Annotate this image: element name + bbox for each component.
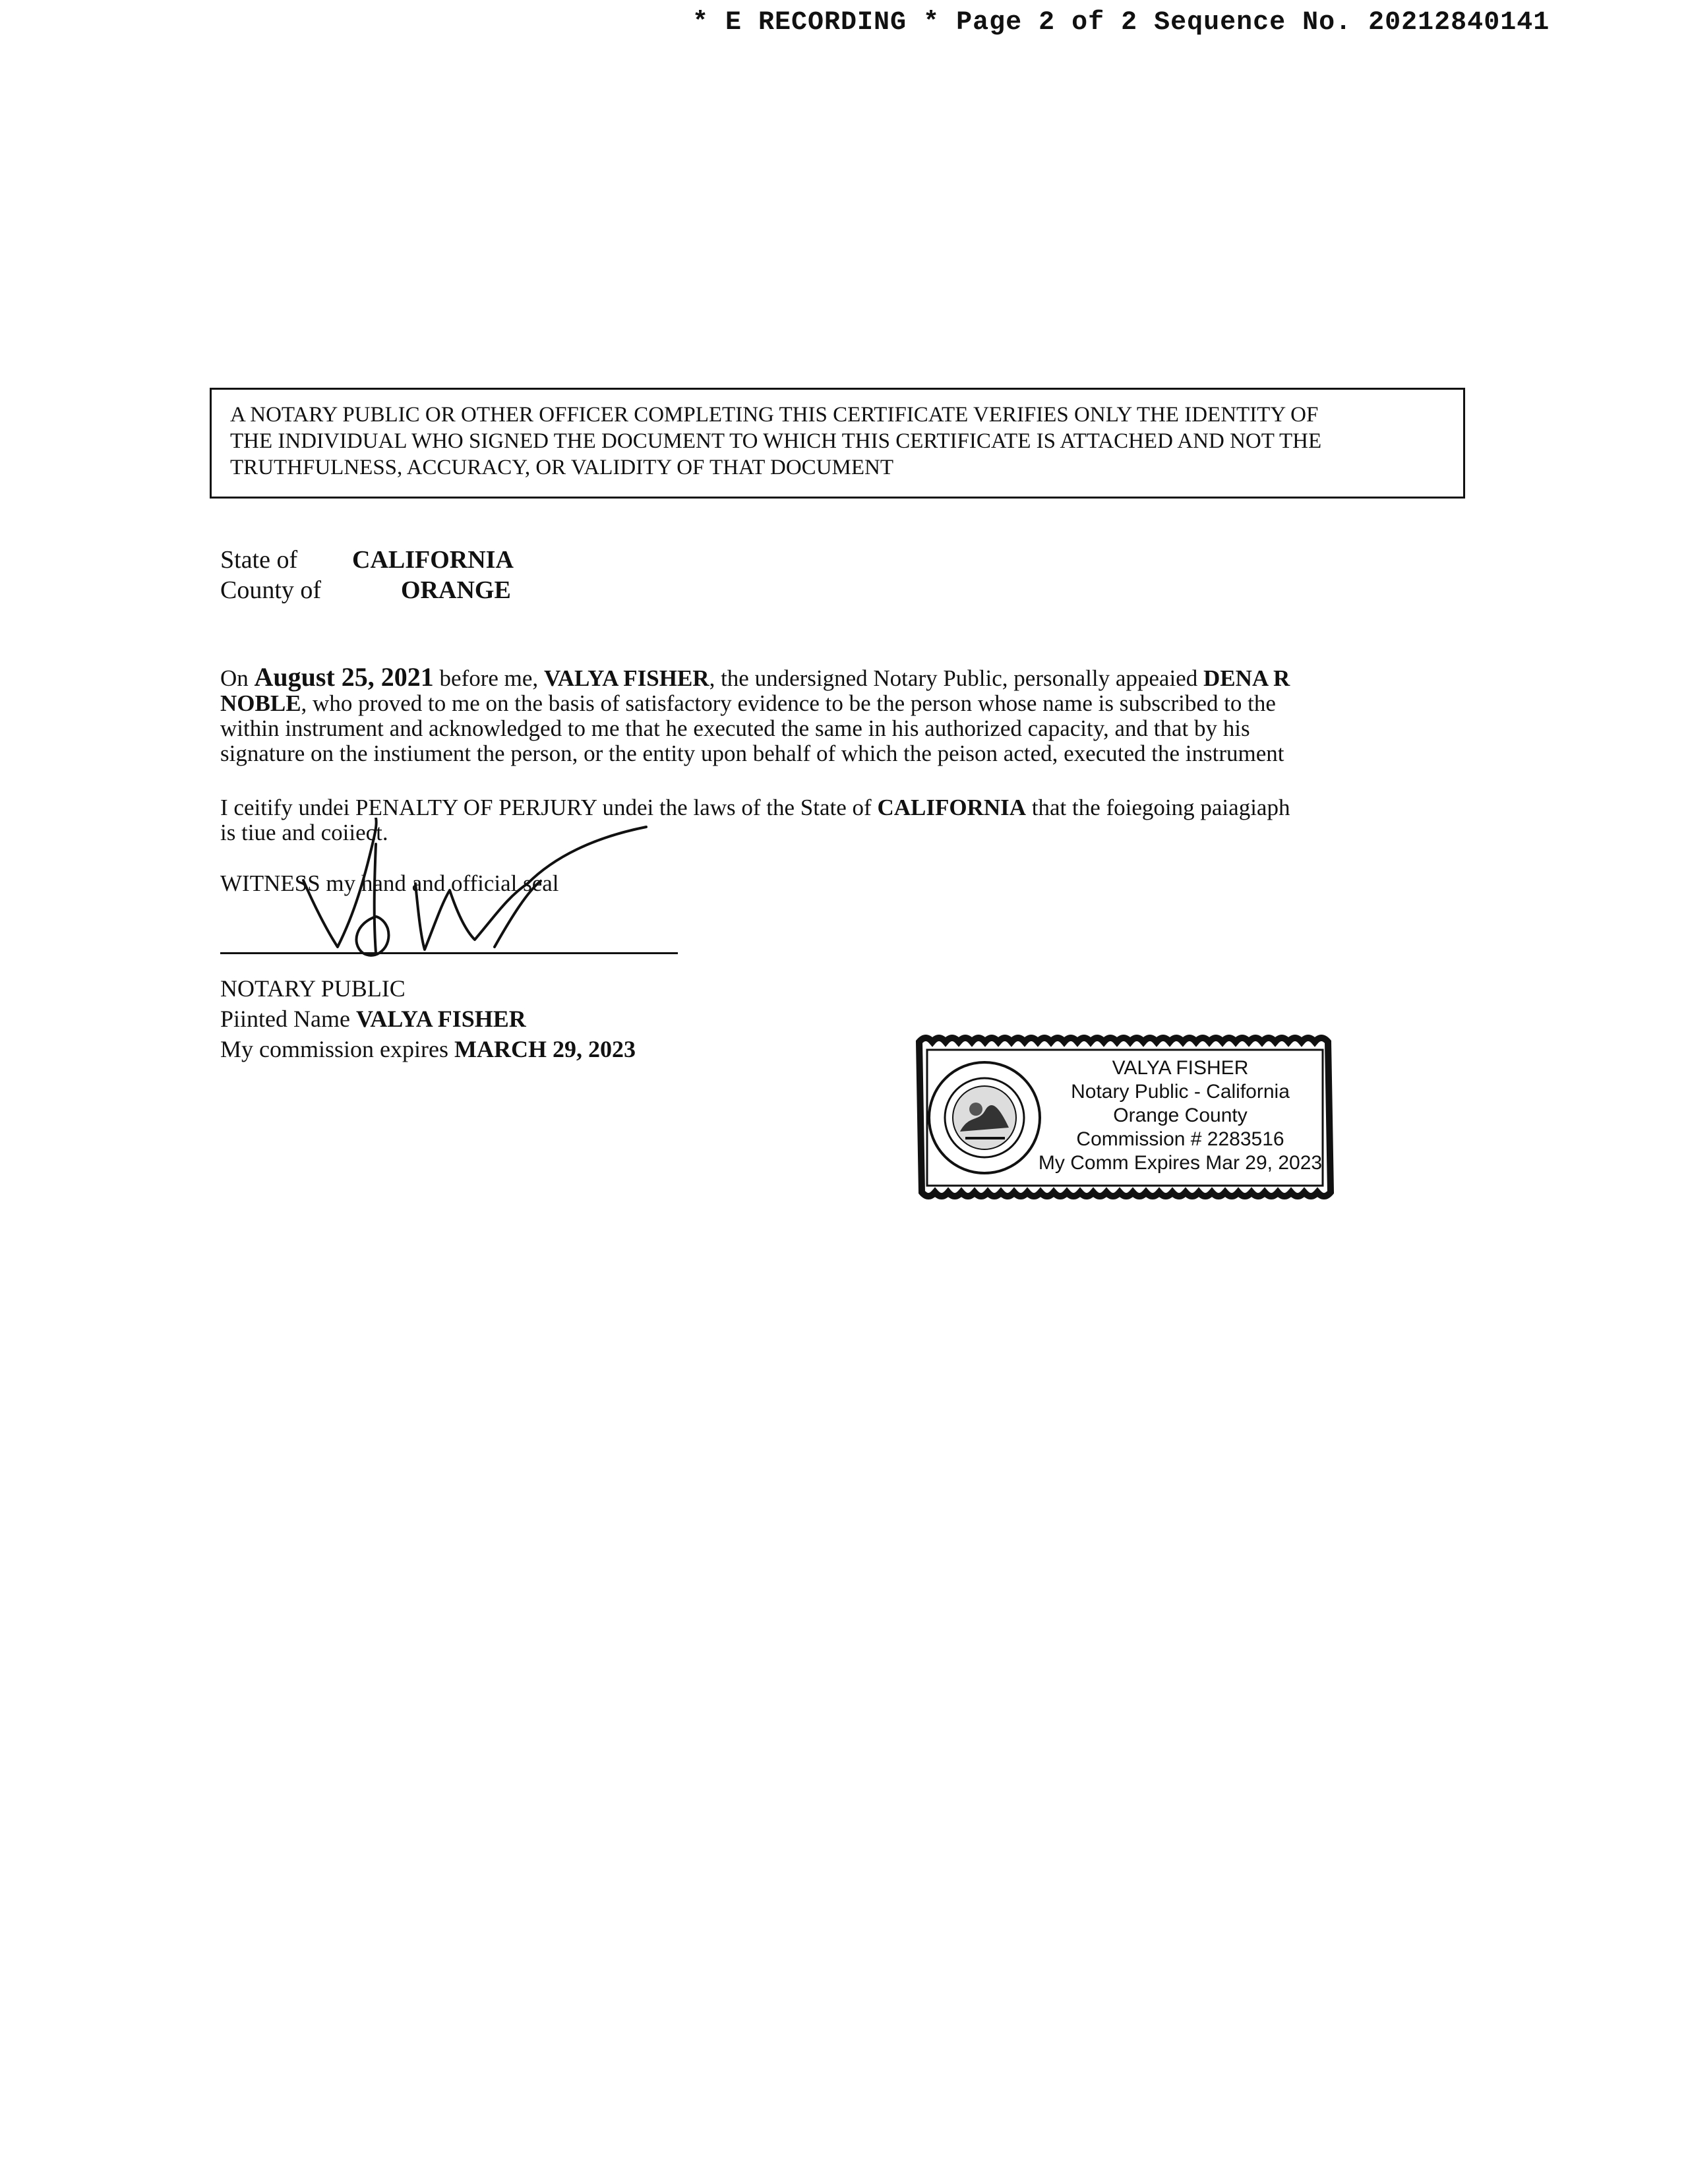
perjury-text: I ceitify undei PENALTY OF PERJURY undei the laws of the State of <box>220 795 878 820</box>
signer-name-last: NOBLE <box>220 690 301 716</box>
commission-expires-value: MARCH 29, 2023 <box>454 1036 636 1062</box>
printed-name-label: Piinted Name <box>220 1006 356 1032</box>
recording-header: * E RECORDING * Page 2 of 2 Sequence No. 20212840141 <box>692 8 1550 38</box>
disclaimer-line: A NOTARY PUBLIC OR OTHER OFFICER COMPLETING THIS CERTIFICATE VERIFIES ONLY THE IDENTITY OF <box>230 403 1319 427</box>
stamp-text <box>1035 1056 1325 1175</box>
witness-statement: WITNESS my hand and official seal <box>220 870 559 896</box>
printed-name-row <box>220 1004 636 1034</box>
state-seal-emblem <box>926 1059 1043 1176</box>
stamp-title: Notary Public - California <box>1071 1081 1290 1103</box>
state-value: CALIFORNIA <box>352 546 514 574</box>
acknowledgment-paragraph <box>220 662 1460 766</box>
notary-title: NOTARY PUBLIC <box>220 975 406 1002</box>
notary-signature-block <box>220 973 636 1064</box>
stamp-commission-number: Commission # 2283516 <box>1076 1128 1284 1150</box>
perjury-line-1 <box>220 795 1290 820</box>
notary-name: VALYA FISHER <box>543 665 709 691</box>
ack-text: On <box>220 665 255 691</box>
commission-expires-label: My commission expires <box>220 1036 454 1062</box>
venue-block <box>220 545 514 605</box>
acknowledgment-line-2 <box>220 691 1460 716</box>
disclaimer-line: TRUTHFULNESS, ACCURACY, OR VALIDITY OF THAT DOCUMENT <box>230 456 894 479</box>
county-value: ORANGE <box>401 576 511 604</box>
perjury-line-2: is tiue and coiiect. <box>220 820 388 845</box>
state-label: State of <box>220 546 298 574</box>
county-label: County of <box>220 576 322 604</box>
signer-name-first: DENA R <box>1203 665 1290 691</box>
handwritten-signature <box>277 818 686 963</box>
notary-disclaimer-box <box>210 388 1465 499</box>
perjury-state: CALIFORNIA <box>877 795 1027 820</box>
county-row <box>220 575 514 605</box>
stamp-county: Orange County <box>1113 1105 1248 1126</box>
acknowledgment-line-3: within instrument and acknowledged to me that he executed the same in his authorized capacity, and that by his <box>220 715 1250 741</box>
notary-stamp <box>910 1030 1345 1204</box>
stamp-notary-name: VALYA FISHER <box>1112 1057 1249 1079</box>
ack-text: , the undersigned Notary Public, personally appeaied <box>709 665 1203 691</box>
commission-expires-row <box>220 1034 636 1064</box>
acknowledgment-date: August 25, 2021 <box>254 662 434 692</box>
acknowledgment-line-4: signature on the instiument the person, or the entity upon behalf of which the peison acted, executed the instrument <box>220 741 1284 766</box>
printed-name-value: VALYA FISHER <box>355 1006 526 1032</box>
ack-text: before me, <box>433 665 544 691</box>
ack-text: , who proved to me on the basis of satisfactory evidence to be the person whose name is subscribed to the <box>301 690 1276 716</box>
disclaimer-line: THE INDIVIDUAL WHO SIGNED THE DOCUMENT TO WHICH THIS CERTIFICATE IS ATTACHED AND NOT THE <box>230 429 1322 453</box>
stamp-expiration: My Comm Expires Mar 29, 2023 <box>1038 1152 1323 1174</box>
perjury-text: that the foiegoing paiagiaph <box>1026 795 1290 820</box>
state-row <box>220 545 514 575</box>
acknowledgment-line-1 <box>220 662 1460 692</box>
